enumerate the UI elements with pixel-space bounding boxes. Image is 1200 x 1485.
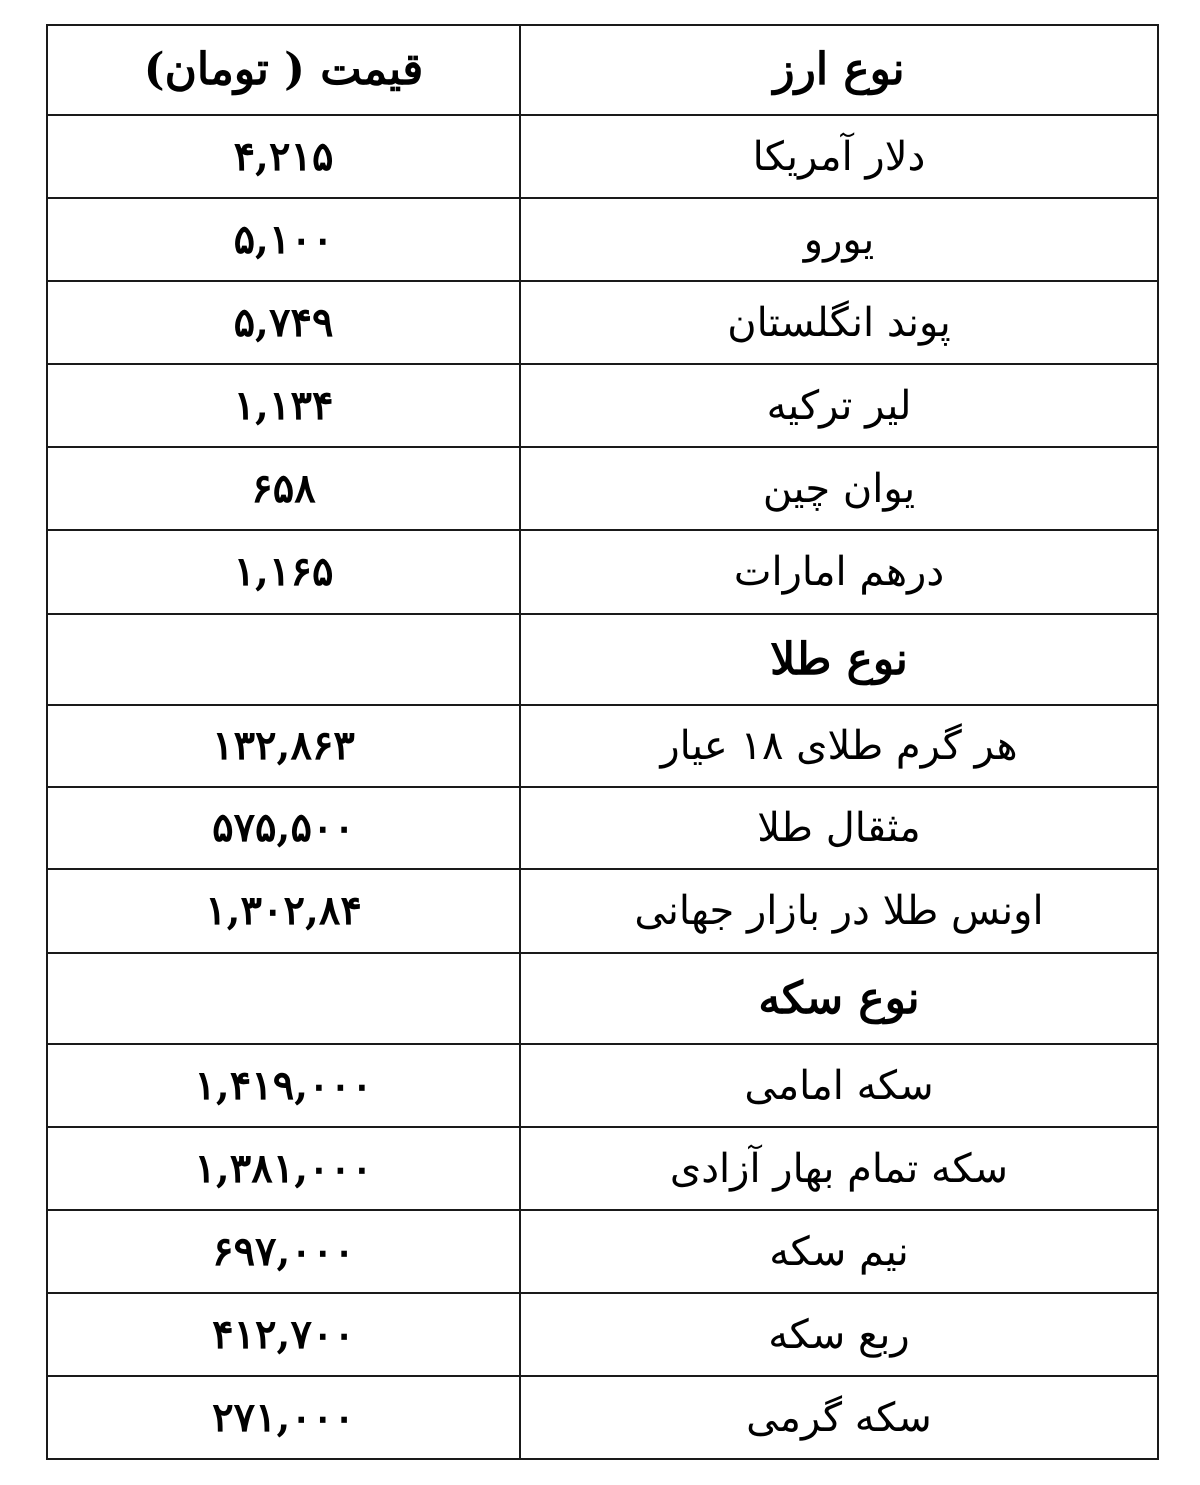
table-row [47,1127,1158,1210]
row-price: ۱,۱۶۵ [47,530,520,614]
row-name: مثقال طلا [520,787,1158,869]
section-title: نوع طلا [520,614,1158,705]
row-name: اونس طلا در بازار جهانی [520,869,1158,953]
row-price: ۱,۳۸۱,۰۰۰ [47,1127,520,1210]
row-name: یوان چین [520,447,1158,530]
row-price: ۵,۱۰۰ [47,198,520,281]
row-price: ۱,۴۱۹,۰۰۰ [47,1044,520,1127]
row-price: ۴۱۲,۷۰۰ [47,1293,520,1376]
table-row [47,198,1158,281]
table-row [47,1376,1158,1459]
table-row [47,787,1158,869]
row-price: ۶۹۷,۰۰۰ [47,1210,520,1293]
row-price: ۴,۲۱۵ [47,115,520,198]
row-name: پوند انگلستان [520,281,1158,364]
table-row [47,705,1158,787]
row-name: دلار آمریکا [520,115,1158,198]
section-price-empty [47,953,520,1044]
row-name: لیر ترکیه [520,364,1158,447]
row-price: ۵۷۵,۵۰۰ [47,787,520,869]
row-name: یورو [520,198,1158,281]
table-row [47,447,1158,530]
table-row [47,1044,1158,1127]
table-row [47,281,1158,364]
row-price: ۱,۱۳۴ [47,364,520,447]
table-row [47,115,1158,198]
section-title: نوع سکه [520,953,1158,1044]
table-row [47,530,1158,614]
section-row-coin [47,953,1158,1044]
header-currency-type: نوع ارز [520,25,1158,115]
table-row [47,1210,1158,1293]
row-name: درهم امارات [520,530,1158,614]
section-row-gold [47,614,1158,705]
table-row [47,869,1158,953]
table-row [47,364,1158,447]
row-name: هر گرم طلای ۱۸ عیار [520,705,1158,787]
table-header-row [47,25,1158,115]
header-price: قیمت ( تومان) [47,25,520,115]
row-price: ۵,۷۴۹ [47,281,520,364]
section-price-empty [47,614,520,705]
table-row [47,1293,1158,1376]
row-price: ۱,۳۰۲,۸۴ [47,869,520,953]
row-price: ۶۵۸ [47,447,520,530]
row-name: سکه تمام بهار آزادی [520,1127,1158,1210]
price-table [46,24,1159,1460]
row-name: ربع سکه [520,1293,1158,1376]
row-name: سکه امامی [520,1044,1158,1127]
row-name: سکه گرمی [520,1376,1158,1459]
row-price: ۱۳۲,۸۶۳ [47,705,520,787]
row-price: ۲۷۱,۰۰۰ [47,1376,520,1459]
row-name: نیم سکه [520,1210,1158,1293]
